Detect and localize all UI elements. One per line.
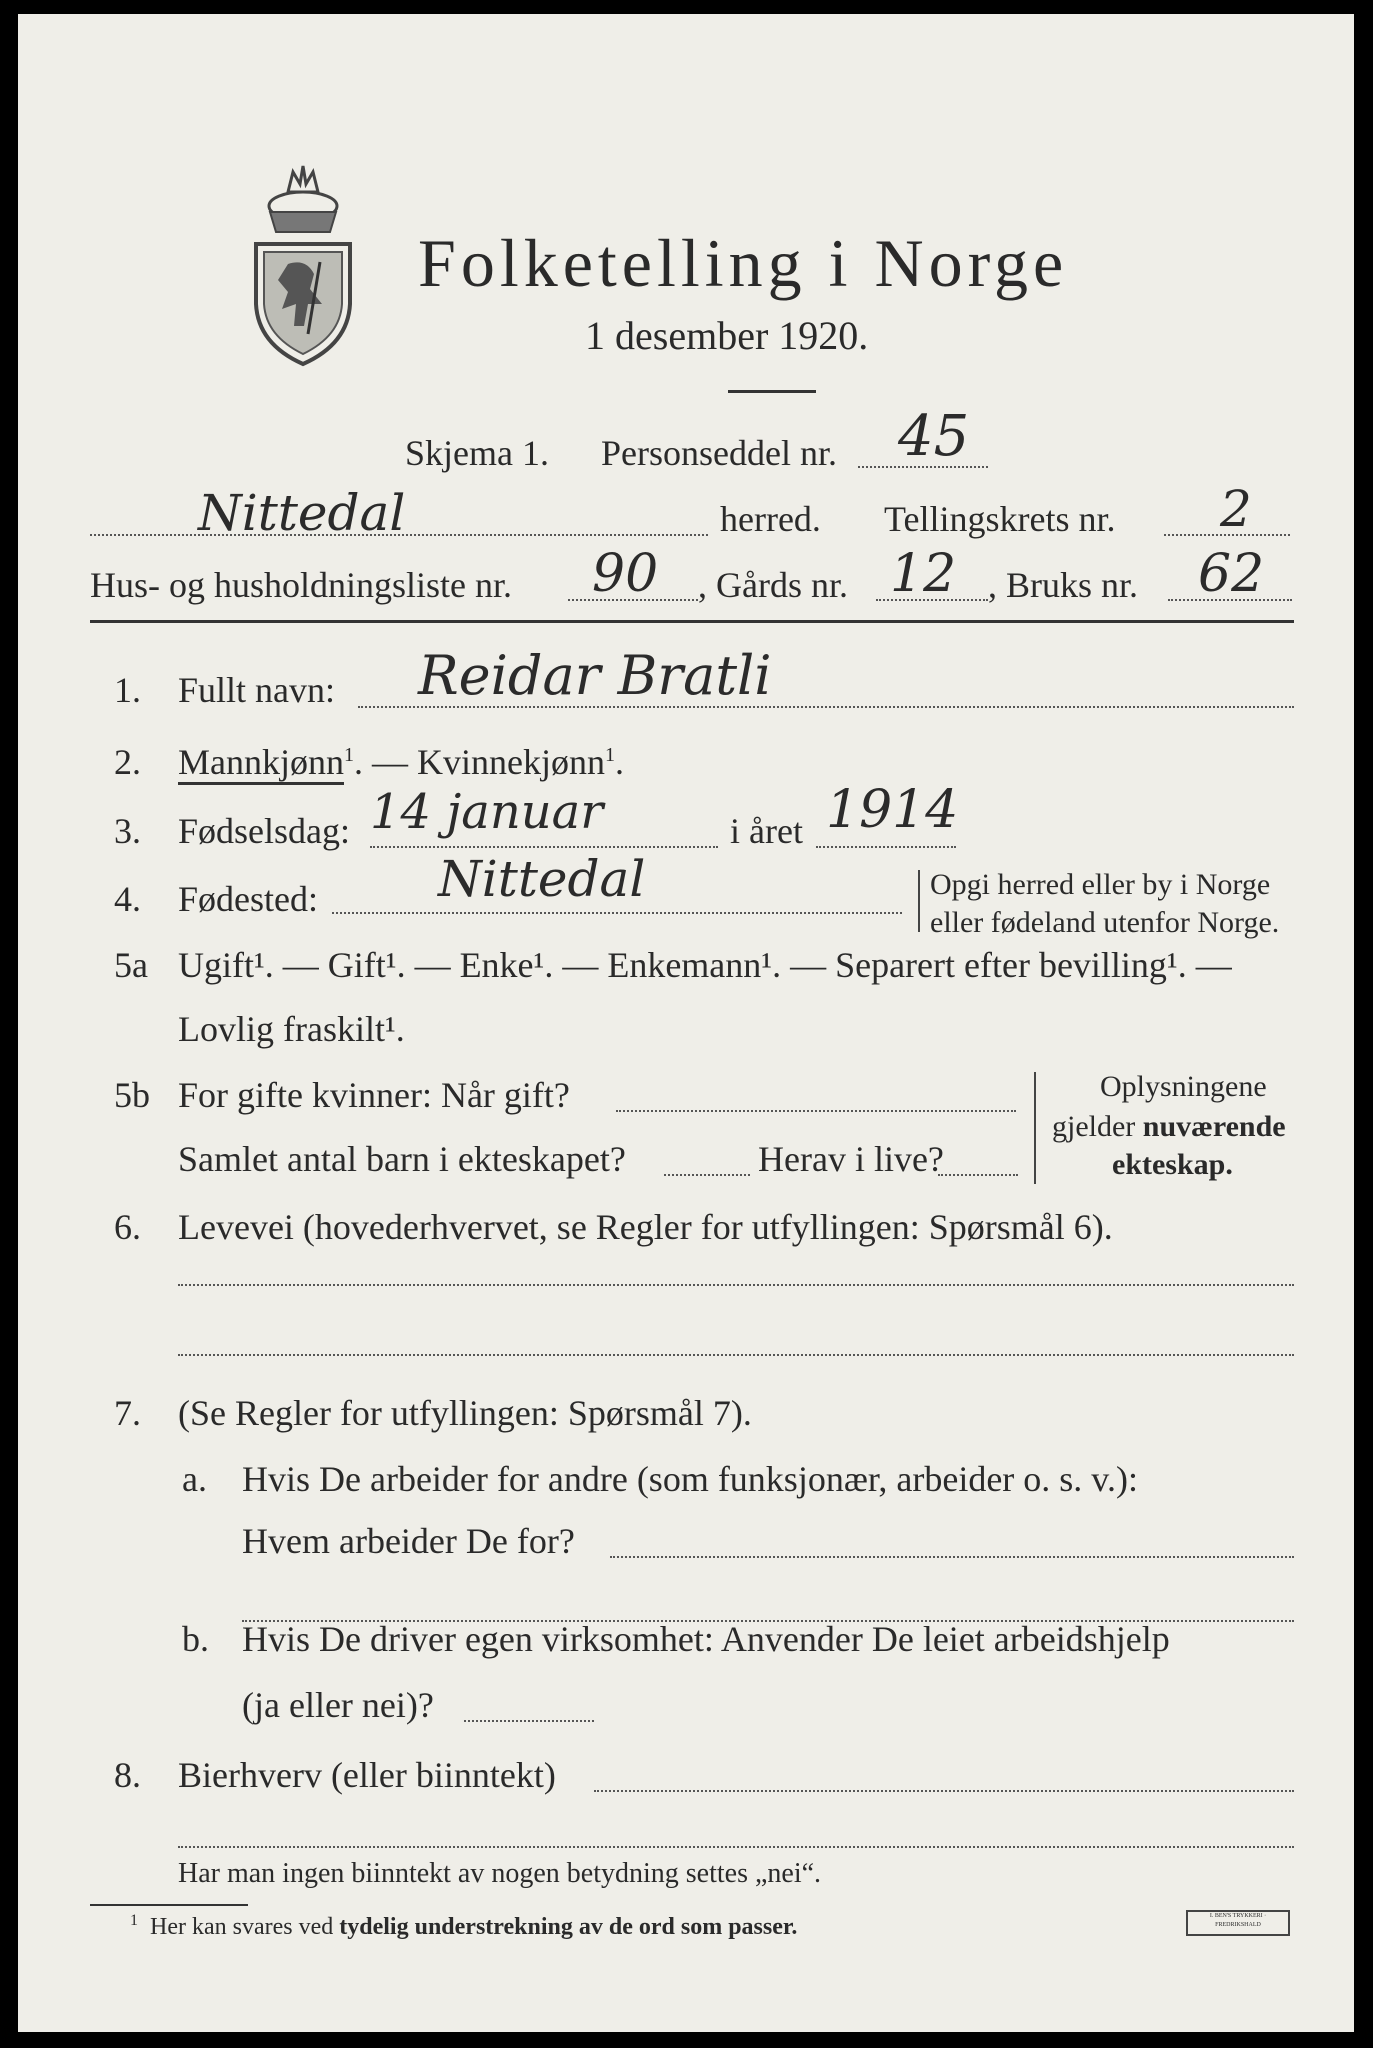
- q7-label: (Se Regler for utfyllingen: Spørsmål 7).: [178, 1393, 752, 1433]
- coat-of-arms-icon: [248, 154, 358, 369]
- gards-value[interactable]: 12: [890, 544, 957, 604]
- q2-sup1: 1: [344, 744, 354, 766]
- hus-label: Hus- og husholdningsliste nr.: [90, 565, 513, 605]
- q3-number: 3.: [114, 811, 141, 851]
- q7b-letter: b.: [182, 1619, 209, 1659]
- personseddel-label: Personseddel nr.: [601, 433, 837, 473]
- census-form: [18, 14, 1354, 2032]
- q2-end: .: [614, 742, 624, 782]
- q6-line1: [178, 1284, 1294, 1286]
- printer-stamp: I. BEN'S TRYKKERI · FREDRIKSHALD: [1186, 1910, 1290, 1936]
- q2-female[interactable]: Kvinnekjønn: [417, 742, 605, 782]
- q4-label: Fødested:: [178, 879, 318, 919]
- skjema-label: Skjema 1.: [405, 433, 549, 473]
- hus-value[interactable]: 90: [592, 544, 659, 604]
- q2-sex-options: [178, 741, 624, 783]
- q5b-married-line: [616, 1110, 1016, 1112]
- q3-year-label: i året: [730, 811, 803, 851]
- q5b-note-line1: Oplysningene: [1100, 1070, 1267, 1103]
- q7b-line2: (ja eller nei)?: [242, 1685, 434, 1725]
- herred-value[interactable]: Nittedal: [198, 484, 406, 542]
- footnote-divider: [90, 1904, 248, 1906]
- q1-full-name[interactable]: Reidar Bratli: [418, 644, 772, 707]
- q4-number: 4.: [114, 879, 141, 919]
- q5b-alive-line: [938, 1174, 1018, 1176]
- herred-label: herred.: [720, 499, 821, 539]
- footnote-mark: 1: [130, 1912, 138, 1929]
- q8-number: 8.: [114, 1755, 141, 1795]
- q5b-line1: For gifte kvinner: Når gift?: [178, 1075, 570, 1115]
- q4-note-line2: eller fødeland utenfor Norge.: [930, 906, 1280, 939]
- form-title: Folketelling i Norge: [418, 225, 1069, 301]
- q3-year[interactable]: 1914: [826, 780, 959, 840]
- q5b-number: 5b: [114, 1075, 150, 1115]
- q7a-line1: Hvis De arbeider for andre (som funksjonær, arbeider o. s. v.):: [242, 1459, 1138, 1499]
- q3-date-line: [370, 846, 718, 848]
- gards-label: , Gårds nr.: [698, 565, 848, 605]
- footnote: [130, 1912, 797, 1941]
- tellingskrets-label: Tellingskrets nr.: [884, 499, 1116, 539]
- footnote-bold: tydelig understrekning av de ord som passer.: [339, 1914, 798, 1940]
- q7-number: 7.: [114, 1393, 141, 1433]
- q7a-line: [610, 1556, 1294, 1558]
- q8-line-extra: [178, 1846, 1294, 1848]
- q6-label: Levevei (hovederhvervet, se Regler for utfyllingen: Spørsmål 6).: [178, 1207, 1113, 1247]
- footnote-text: Her kan svares ved: [150, 1914, 340, 1940]
- q3-birthday[interactable]: 14 januar: [370, 784, 604, 840]
- q3-label: Fødselsdag:: [178, 811, 351, 851]
- q2-number: 2.: [114, 742, 141, 782]
- note-nei: Har man ingen biinntekt av nogen betydning settes „nei“.: [178, 1858, 822, 1889]
- bruks-label: , Bruks nr.: [988, 565, 1139, 605]
- q3-year-line: [816, 846, 956, 848]
- q1-number: 1.: [114, 670, 141, 710]
- q2-male-underlined[interactable]: Mannkjønn: [178, 742, 344, 785]
- q5a-number: 5a: [114, 945, 148, 985]
- q4-note-line1: Opgi herred eller by i Norge: [930, 868, 1271, 901]
- q4-brace: [918, 870, 920, 932]
- q1-label: Fullt navn:: [178, 670, 336, 710]
- q2-separator: . —: [354, 742, 417, 782]
- census-date: 1 desember 1920.: [585, 313, 869, 358]
- personseddel-value[interactable]: 45: [898, 404, 970, 469]
- q7b-line: [464, 1720, 594, 1722]
- q5b-note-line2: [1052, 1110, 1286, 1144]
- q4-birthplace[interactable]: Nittedal: [438, 850, 646, 908]
- q7b-line1: Hvis De driver egen virksomhet: Anvender De leiet arbeidshjelp: [242, 1619, 1170, 1659]
- q5b-children-label: Samlet antal barn i ekteskapet?: [178, 1139, 626, 1179]
- q5b-note-current: nuværende: [1142, 1110, 1286, 1143]
- q5b-brace: [1034, 1072, 1036, 1184]
- q8-line: [594, 1790, 1294, 1792]
- q4-line: [332, 912, 902, 914]
- q5b-note-line3: ekteskap.: [1112, 1148, 1233, 1181]
- header-divider: [90, 620, 1294, 623]
- q5b-note-gjelder: gjelder: [1052, 1110, 1143, 1143]
- q8-label: Bierhverv (eller biinntekt): [178, 1755, 556, 1795]
- q5a-line1: Ugift¹. — Gift¹. — Enke¹. — Enkemann¹. — Separert efter bevilling¹. —: [178, 945, 1232, 985]
- title-divider: [728, 390, 816, 393]
- q7a-line2: Hvem arbeider De for?: [242, 1521, 575, 1561]
- q5b-alive-label: Herav i live?: [758, 1139, 944, 1179]
- q7a-letter: a.: [182, 1459, 207, 1499]
- q5b-children-line: [664, 1174, 750, 1176]
- q5a-line2: Lovlig fraskilt¹.: [178, 1009, 405, 1049]
- q2-sup2: 1: [604, 744, 615, 766]
- bruks-value[interactable]: 62: [1198, 544, 1265, 604]
- q6-number: 6.: [114, 1207, 141, 1247]
- q6-line2: [178, 1354, 1294, 1356]
- tellingskrets-value[interactable]: 2: [1220, 480, 1252, 538]
